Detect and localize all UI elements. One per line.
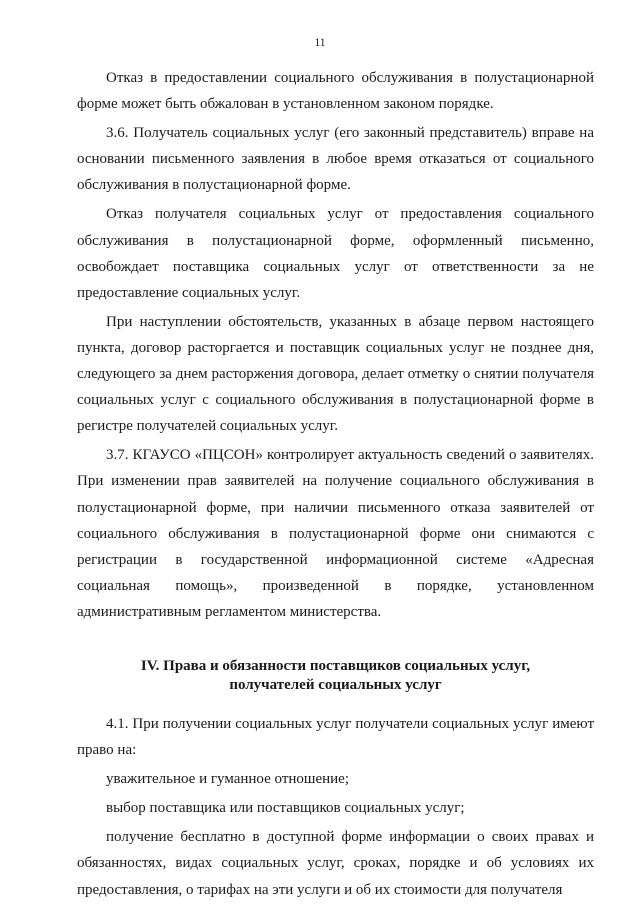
paragraph-appeal: Отказ в предоставлении социального обслуживания в полустационарной форме может быть обжалован в установленном законом порядке.	[77, 70, 594, 113]
section-heading	[77, 657, 594, 695]
list-item-respect: уважительное и гуманное отношение;	[106, 771, 349, 788]
paragraph-3-6: 3.6. Получатель социальных услуг (его законный представитель) вправе на основании письменного заявления в любое время отказаться от социального обслуживания в полустационарной форме.	[77, 125, 594, 194]
page-number: 11	[314, 37, 326, 49]
paragraph-4-1: 4.1. При получении социальных услуг получатели социальных услуг имеют право на:	[77, 715, 594, 759]
section-heading-line-2: получателей социальных услуг	[229, 676, 442, 693]
section-heading-line-1: IV. Права и обязанности поставщиков социальных услуг,	[140, 657, 531, 674]
list-item-information: получение бесплатно в доступной форме информации о своих правах и обязанностях, видах социальных услуг, сроках, порядке и об условиях их предоставления, о тарифах на эти услуги и об их стоимости для получателя	[77, 829, 594, 898]
document-body	[77, 65, 594, 903]
list-item-provider-choice: выбор поставщика или поставщиков социальных услуг;	[106, 800, 465, 817]
paragraph-termination: При наступлении обстоятельств, указанных в абзаце первом настоящего пункта, договор расторгается и поставщик социальных услуг не позднее дня, следующего за днем расторжения договора, делает отметку о снятии получателя социальных услуг с социального обслуживания в полустационарной форме в регистре получателей социальных услуг.	[77, 313, 594, 435]
paragraph-3-7: 3.7. КГАУСО «ПЦСОН» контролирует актуальность сведений о заявителях. При изменении прав заявителей на получение социального обслуживания в полустационарной форме, при наличии письменного отказа заявителей от социального обслуживания в полустационарной форме они снимаются с регистрации в государственной информационной системе «Адресная социальная помощь», произведенной в порядке, установленном административным регламентом министерства.	[77, 447, 594, 620]
paragraph-refusal: Отказ получателя социальных услуг от предоставления социального обслуживания в полустационарной форме, оформленный письменно, освобождает поставщика социальных услуг от ответственности за не предоставление социальных услуг.	[77, 206, 594, 301]
